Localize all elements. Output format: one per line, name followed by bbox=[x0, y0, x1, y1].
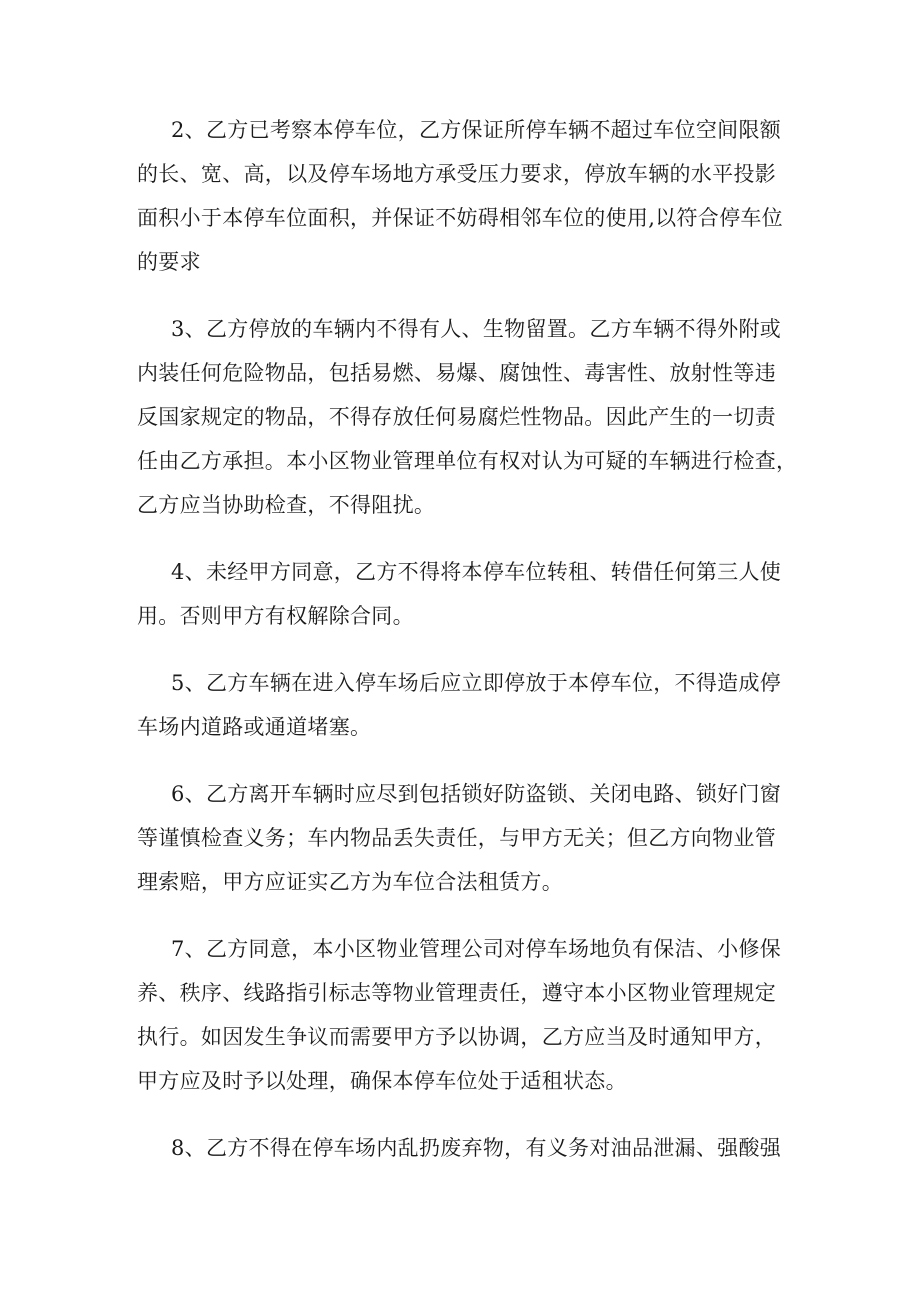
clause-6-line-1: 6、乙方离开车辆时应尽到包括锁好防盗锁、关闭电路、锁好门窗 bbox=[171, 782, 782, 806]
clause-5-line-1: 5、乙方车辆在进入停车场后应立即停放于本停车位，不得造成停 bbox=[171, 671, 782, 695]
clause-6-line-3: 理索赔，甲方应证实乙方为车位合法租赁方。 bbox=[137, 870, 563, 894]
clause-4-line-1: 4、未经甲方同意，乙方不得将本停车位转租、转借任何第三人使 bbox=[171, 560, 782, 584]
clause-3-line-3: 反国家规定的物品，不得存放任何易腐烂性物品。因此产生的一切责 bbox=[137, 405, 776, 429]
clause-7-line-2: 养、秩序、线路指引标志等物业管理责任，遵守本小区物业管理规定 bbox=[137, 981, 776, 1005]
clause-3-line-2: 内装任何危险物品，包括易燃、易爆、腐蚀性、毒害性、放射性等违 bbox=[137, 361, 776, 385]
clause-7 bbox=[137, 927, 797, 1103]
clause-7-line-1: 7、乙方同意，本小区物业管理公司对停车场地负有保洁、小修保 bbox=[171, 937, 782, 961]
clause-5-line-2: 车场内道路或通道堵塞。 bbox=[137, 715, 372, 739]
clause-6-line-2: 等谨慎检查义务；车内物品丢失责任，与甲方无关；但乙方向物业管 bbox=[137, 826, 776, 850]
clause-2-line-4: 的要求 bbox=[137, 250, 201, 274]
clause-2-line-1: 2、乙方已考察本停车位，乙方保证所停车辆不超过车位空间限额 bbox=[171, 118, 782, 142]
clause-5 bbox=[137, 661, 797, 749]
clause-2-line-3: 面积小于本停车位面积，并保证不妨碍相邻车位的使用,以符合停车位 bbox=[137, 206, 783, 230]
clause-3-line-1: 3、乙方停放的车辆内不得有人、生物留置。乙方车辆不得外附或 bbox=[171, 317, 782, 341]
clause-3-line-4: 任由乙方承担。本小区物业管理单位有权对认为可疑的车辆进行检查， bbox=[137, 449, 798, 473]
clause-3 bbox=[137, 307, 797, 527]
clause-7-line-4: 甲方应及时予以处理，确保本停车位处于适租状态。 bbox=[137, 1069, 627, 1093]
clause-4-line-2: 用。否则甲方有权解除合同。 bbox=[137, 604, 414, 628]
clause-2 bbox=[137, 108, 797, 284]
clause-3-line-5: 乙方应当协助检查，不得阻扰。 bbox=[137, 493, 436, 517]
clause-8-line-1: 8、乙方不得在停车场内乱扔废弃物，有义务对油品泄漏、强酸强 bbox=[171, 1136, 782, 1160]
clause-2-line-2: 的长、宽、高，以及停车场地方承受压力要求，停放车辆的水平投影 bbox=[137, 162, 776, 186]
clause-6 bbox=[137, 772, 797, 904]
clause-8 bbox=[137, 1126, 797, 1170]
clause-7-line-3: 执行。如因发生争议而需要甲方予以协调，乙方应当及时通知甲方， bbox=[137, 1025, 776, 1049]
clause-4 bbox=[137, 550, 797, 638]
document-body bbox=[137, 108, 797, 1193]
